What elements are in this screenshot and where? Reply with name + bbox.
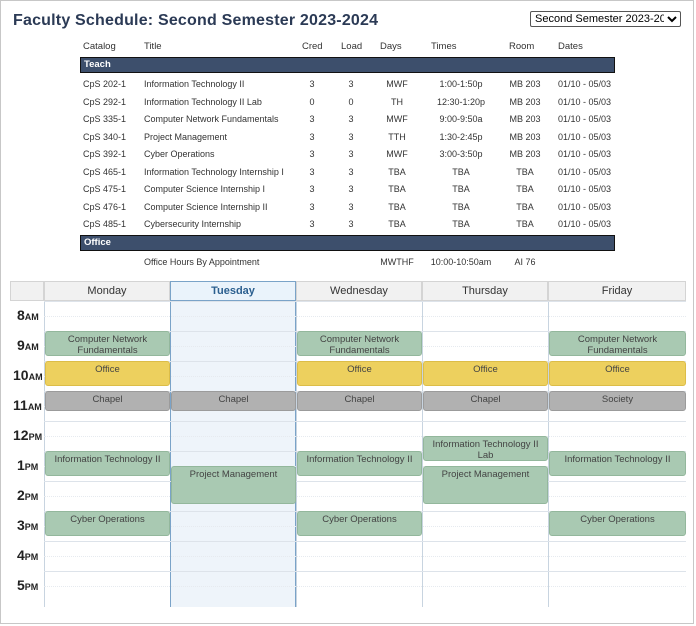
hour-meridiem: PM	[24, 462, 39, 472]
cell-title: Information Technology II Lab	[144, 96, 262, 107]
cell-dates: 01/10 - 05/03	[558, 201, 612, 212]
cell-room: MB 203	[509, 131, 541, 142]
cell-days: TH	[391, 96, 403, 107]
cell-load: 3	[348, 219, 354, 229]
cell-cred: 3	[309, 184, 315, 194]
cell-load: 3	[348, 114, 354, 124]
hour-gridline	[44, 301, 686, 302]
cell-catalog: CpS 465-1	[83, 166, 127, 177]
hour-number: 10	[13, 367, 29, 383]
cell-load: 0	[348, 96, 354, 107]
hour-label	[10, 487, 51, 505]
hour-meridiem: PM	[24, 552, 39, 562]
cell-cred: 3	[309, 114, 315, 124]
hour-meridiem: AM	[24, 342, 39, 352]
hour-label	[10, 577, 51, 595]
hour-meridiem: PM	[24, 582, 39, 592]
calendar-event[interactable]: Project Management	[171, 466, 296, 504]
cell-days: MWF	[386, 79, 408, 89]
hour-number: 2	[17, 487, 25, 503]
calendar-event[interactable]: Information Technology II	[297, 451, 422, 476]
day-header-wednesday[interactable]: Wednesday	[296, 281, 422, 301]
weekly-calendar	[10, 281, 686, 607]
cell-title: Cyber Operations	[144, 149, 215, 159]
hour-gridline	[44, 541, 686, 542]
cell-title: Computer Network Fundamentals	[144, 114, 279, 124]
calendar-event[interactable]: Society	[549, 391, 686, 411]
cell-load: 3	[348, 166, 354, 177]
half-hour-gridline	[44, 586, 686, 587]
cell-cred: 3	[309, 201, 315, 212]
cell-catalog: CpS 475-1	[83, 184, 127, 194]
calendar-event[interactable]: Information Technology II	[45, 451, 170, 476]
cell-room: MB 203	[509, 96, 541, 107]
calendar-event[interactable]: Chapel	[171, 391, 296, 411]
hour-meridiem: AM	[28, 372, 43, 382]
cell-load: 3	[348, 184, 354, 194]
calendar-corner	[10, 281, 44, 301]
cell-title: Information Technology II	[144, 79, 245, 89]
day-header-thursday[interactable]: Thursday	[422, 281, 548, 301]
calendar-event[interactable]: Information Technology II Lab	[423, 436, 548, 461]
hour-gridline	[44, 571, 686, 572]
calendar-event[interactable]: Project Management	[423, 466, 548, 504]
calendar-event[interactable]: Office	[423, 361, 548, 386]
hour-label	[10, 397, 47, 415]
cell-cred: 3	[309, 219, 315, 229]
cell-catalog: CpS 340-1	[83, 131, 127, 142]
cell-catalog: CpS 392-1	[83, 149, 127, 159]
hour-number: 9	[17, 337, 25, 353]
cell-room: TBA	[516, 166, 534, 177]
cell-times: 9:00-9:50a	[439, 114, 483, 124]
calendar-event[interactable]: Chapel	[423, 391, 548, 411]
cell-catalog: CpS 292-1	[83, 96, 127, 107]
cell-title: Cybersecurity Internship	[144, 219, 242, 229]
hour-meridiem: PM	[24, 522, 39, 532]
hour-gridline	[44, 421, 686, 422]
calendar-event[interactable]: Information Technology II	[549, 451, 686, 476]
cell-catalog: CpS 202-1	[83, 79, 127, 89]
column-header-days: Days	[380, 41, 402, 52]
half-hour-gridline	[44, 316, 686, 317]
cell-title: Office Hours By Appointment	[144, 256, 260, 267]
hour-meridiem: AM	[24, 312, 39, 322]
cell-load: 3	[348, 201, 354, 212]
calendar-event[interactable]: Office	[45, 361, 170, 386]
cell-dates: 01/10 - 05/03	[558, 79, 612, 89]
cell-times: TBA	[452, 201, 470, 212]
cell-room: MB 203	[509, 114, 541, 124]
day-header-monday[interactable]: Monday	[44, 281, 170, 301]
cell-cred: 3	[309, 131, 315, 142]
day-header-tuesday[interactable]: Tuesday	[170, 281, 296, 301]
cell-dates: 01/10 - 05/03	[558, 166, 612, 177]
cell-title: Computer Science Internship I	[144, 184, 266, 194]
cell-times: 1:00-1:50p	[439, 79, 483, 89]
hour-number: 5	[17, 577, 25, 593]
cell-dates: 01/10 - 05/03	[558, 184, 612, 194]
calendar-event[interactable]: Cyber Operations	[549, 511, 686, 536]
cell-catalog: CpS 335-1	[83, 114, 127, 124]
cell-days: TBA	[388, 166, 406, 177]
cell-room: AI 76	[514, 256, 536, 267]
calendar-event[interactable]: Cyber Operations	[45, 511, 170, 536]
section-header-teach: Teach	[80, 57, 615, 73]
day-header-friday[interactable]: Friday	[548, 281, 686, 301]
calendar-event[interactable]: Computer Network Fundamentals	[297, 331, 422, 356]
hour-label	[10, 307, 51, 325]
cell-load: 3	[348, 79, 354, 89]
cell-days: MWF	[386, 114, 408, 124]
cell-title: Project Management	[144, 131, 228, 142]
half-hour-gridline	[44, 556, 686, 557]
cell-room: TBA	[516, 184, 534, 194]
half-hour-gridline	[44, 496, 686, 497]
cell-dates: 01/10 - 05/03	[558, 149, 612, 159]
hour-number: 8	[17, 307, 25, 323]
page-title: Faculty Schedule: Second Semester 2023-2024	[13, 12, 379, 29]
cell-times: TBA	[452, 219, 470, 229]
cell-room: MB 203	[509, 149, 541, 159]
semester-select[interactable]	[530, 11, 681, 27]
cell-load: 3	[348, 131, 354, 142]
cell-times: TBA	[452, 184, 470, 194]
calendar-event[interactable]: Chapel	[45, 391, 170, 411]
hour-number: 1	[17, 457, 25, 473]
calendar-event[interactable]: Computer Network Fundamentals	[549, 331, 686, 356]
cell-dates: 01/10 - 05/03	[558, 96, 612, 107]
cell-times: 3:00-3:50p	[439, 149, 483, 159]
cell-cred: 3	[309, 79, 315, 89]
cell-catalog: CpS 476-1	[83, 201, 127, 212]
cell-room: TBA	[516, 201, 534, 212]
cell-dates: 01/10 - 05/03	[558, 114, 612, 124]
cell-title: Computer Science Internship II	[144, 201, 268, 212]
cell-days: MWF	[386, 149, 408, 159]
cell-room: MB 203	[509, 79, 541, 89]
column-header-room: Room	[509, 41, 535, 52]
cell-times: 10:00-10:50am	[430, 256, 492, 267]
cell-times: 12:30-1:20p	[436, 96, 486, 107]
cell-dates: 01/10 - 05/03	[558, 219, 612, 229]
cell-load: 3	[348, 149, 354, 159]
column-header-cred: Cred	[302, 41, 323, 52]
hour-meridiem: PM	[24, 492, 39, 502]
calendar-event[interactable]: Office	[549, 361, 686, 386]
cell-times: 1:30-2:45p	[439, 131, 483, 142]
calendar-event[interactable]: Cyber Operations	[297, 511, 422, 536]
column-header-dates: Dates	[558, 41, 583, 52]
calendar-event[interactable]: Office	[297, 361, 422, 386]
hour-label	[10, 427, 47, 445]
cell-catalog: CpS 485-1	[83, 219, 127, 229]
hour-number: 4	[17, 547, 25, 563]
hour-label	[10, 547, 51, 565]
cell-days: TBA	[388, 219, 406, 229]
column-header-load: Load	[341, 41, 363, 52]
hour-label	[10, 367, 47, 385]
hour-gridline	[44, 481, 686, 482]
column-header-catalog: Catalog	[83, 41, 116, 52]
hour-meridiem: PM	[28, 432, 43, 442]
half-hour-gridline	[44, 436, 686, 437]
hour-meridiem: AM	[27, 402, 42, 412]
cell-cred: 3	[309, 166, 315, 177]
hour-number: 12	[13, 427, 29, 443]
cell-days: TBA	[388, 184, 406, 194]
section-header-office: Office	[80, 235, 615, 251]
cell-room: TBA	[516, 219, 534, 229]
cell-cred: 3	[309, 149, 315, 159]
cell-days: MWTHF	[380, 256, 414, 267]
calendar-event[interactable]: Chapel	[297, 391, 422, 411]
cell-days: TTH	[388, 131, 406, 142]
hour-number: 11	[13, 397, 28, 413]
cell-title: Information Technology Internship I	[144, 166, 284, 177]
cell-cred: 0	[309, 96, 315, 107]
cell-times: TBA	[452, 166, 470, 177]
cell-dates: 01/10 - 05/03	[558, 131, 612, 142]
hour-number: 3	[17, 517, 25, 533]
calendar-event[interactable]: Computer Network Fundamentals	[45, 331, 170, 356]
column-header-times: Times	[431, 41, 457, 52]
cell-days: TBA	[388, 201, 406, 212]
column-header-title: Title	[144, 41, 162, 52]
